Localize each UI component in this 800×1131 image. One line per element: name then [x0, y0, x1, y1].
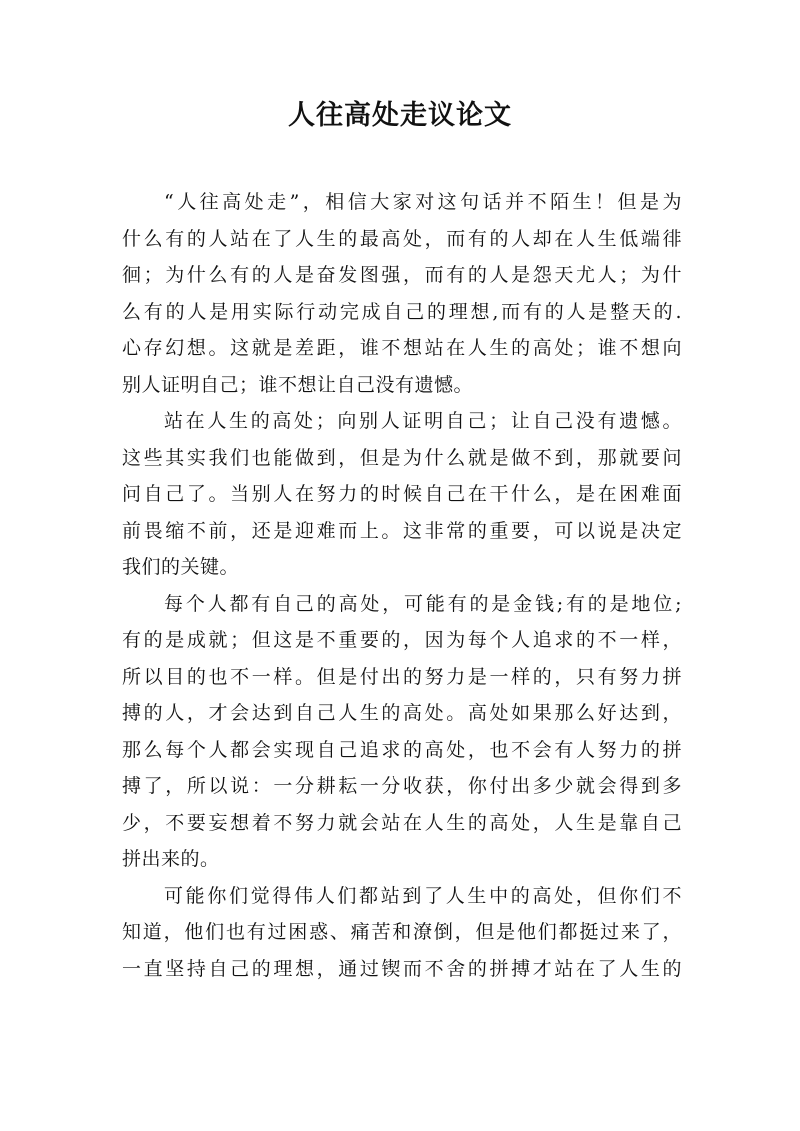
- text-line: 前畏缩不前，还是迎难而上。这非常的重要，可以说是决定: [122, 519, 682, 542]
- text-line: 我们的关键。: [122, 556, 240, 578]
- text-line: 一直坚持自己的理想，通过锲而不舍的拼搏才站在了人生的: [122, 957, 682, 980]
- text-line: 徊；为什么有的人是奋发图强，而有的人是怨天尤人；为什: [122, 264, 682, 286]
- text-line: 知道，他们也有过困惑、痛苦和潦倒，但是他们都挺过来了，: [122, 921, 682, 943]
- document-body: [122, 184, 682, 987]
- text-line: 别人证明自己；谁不想让自己没有遗憾。: [122, 373, 474, 396]
- text-line: 搏了，所以说：一分耕耘一分收获，你付出多少就会得到多: [122, 775, 682, 797]
- text-line: 有的是成就；但这是不重要的，因为每个人追求的不一样，: [122, 629, 682, 651]
- text-line: 少，不要妄想着不努力就会站在人生的高处，人生是靠自己: [122, 811, 682, 834]
- text-line: 每个人都有自己的高处，可能有的是金钱;有的是地位;: [164, 592, 682, 615]
- text-line: 所以目的也不一样。但是付出的努力是一样的，只有努力拼: [122, 665, 682, 688]
- text-line: 拼出来的。: [122, 848, 220, 870]
- text-line: 问自己了。当别人在努力的时候自己在干什么，是在困难面: [122, 483, 682, 505]
- text-line: 那么每个人都会实现自己追求的高处，也不会有人努力的拼: [122, 738, 682, 761]
- text-line: 站在人生的高处；向别人证明自己；让自己没有遗憾。: [164, 410, 682, 432]
- text-line: 么有的人是用实际行动完成自己的理想,而有的人是整天的.: [122, 300, 682, 323]
- text-line: 心存幻想。这就是差距，谁不想站在人生的高处；谁不想向: [122, 337, 682, 359]
- text-line: “人往高处走”，相信大家对这句话并不陌生！但是为: [164, 191, 682, 213]
- text-line: 这些其实我们也能做到，但是为什么就是做不到，那就要问: [122, 446, 682, 469]
- document-title: 人往高处走议论文: [288, 100, 512, 131]
- text-line: 可能你们觉得伟人们都站到了人生中的高处，但你们不: [164, 884, 682, 907]
- text-line: 搏的人，才会达到自己人生的高处。高处如果那么好达到，: [122, 702, 682, 724]
- text-line: 什么有的人站在了人生的最高处，而有的人却在人生低端徘: [122, 227, 682, 250]
